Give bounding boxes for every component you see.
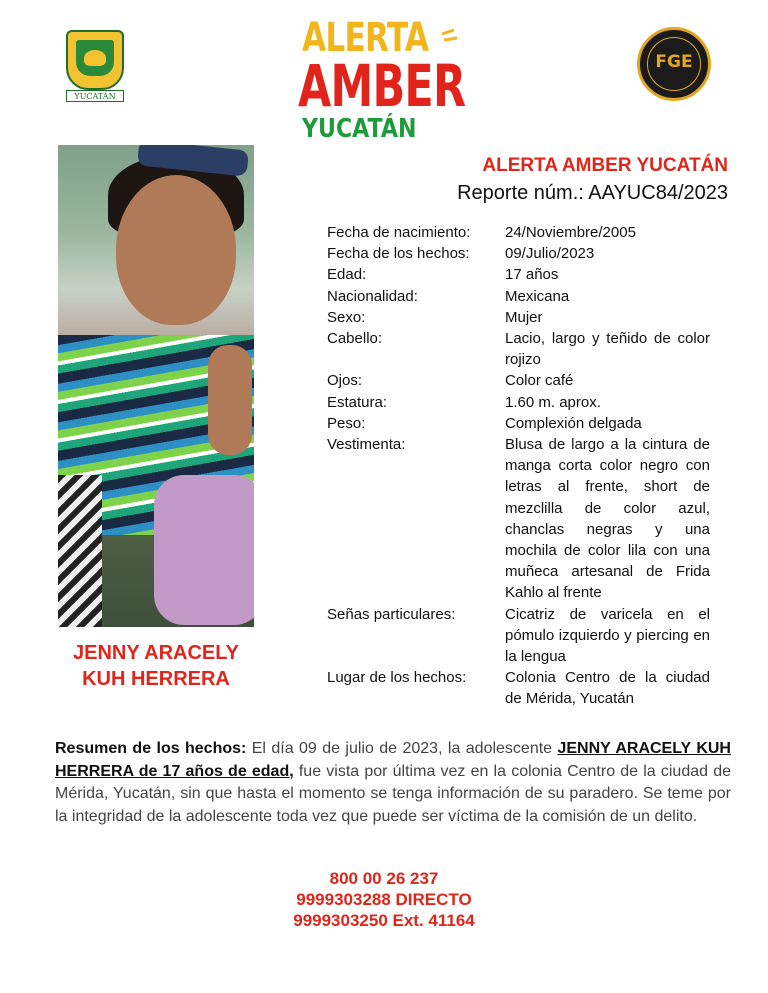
summary-part2: fue vista por última vez en la colonia Centro de la ciudad de Mérida, Yucatán, sin que hasta el momento se tenga información de su paradero. Se teme por la integridad de la adolescente toda vez que puede ser víctima de la comisión de un delito. [55,762,731,825]
detail-row [327,243,710,264]
detail-label: Fecha de nacimiento: [327,224,471,241]
crescent-moon-icon [424,26,458,76]
phone-hotline: 800 00 26 237 [329,869,439,888]
detail-value: Mexicana [505,287,570,305]
logo-line1: ALERTA [302,15,429,61]
detail-value: Blusa de largo a la cintura de manga corta color negro con letras al frente, short de mezclilla de color azul, chanclas negras y una mochila de color lila con una muñeca artesanal de Frida Kahlo al frente [505,436,710,602]
detail-label: Estatura: [327,393,388,411]
detail-label: Nacionalidad: [327,287,418,305]
detail-value: Mujer [505,308,543,326]
detail-label: Sexo: [327,308,366,326]
detail-label: Ojos: [327,372,363,390]
phone-extension: 9999303250 Ext. 41164 [293,911,475,930]
detail-row [327,392,710,413]
detail-value: 17 años [505,266,559,284]
detail-row [327,328,710,370]
detail-label: Vestimenta: [327,436,406,454]
seal-caption: YUCATÁN [66,90,124,102]
shield-icon [66,30,124,90]
detail-row [327,307,710,328]
detail-row [327,286,710,307]
detail-label: Edad: [327,266,367,284]
person-name-line1: JENNY ARACELY [73,642,239,664]
detail-row [327,434,710,604]
detail-label: Señas particulares: [327,605,456,623]
summary-part1: El día 09 de julio de 2023, la adolescente [246,740,558,757]
phone-direct: 9999303288 DIRECTO [296,890,472,909]
fge-badge-logo [637,27,711,101]
detail-row [327,413,710,434]
summary-lead: Resumen de los hechos: [55,740,247,757]
facts-summary [55,738,731,828]
detail-value: Complexión delgada [505,414,642,432]
detail-row [327,264,710,285]
detail-value: Cicatriz de varicela en el pómulo izquierdo y piercing en la lengua [505,605,710,666]
detail-value: 09/Julio/2023 [505,245,595,263]
detail-value: Color café [505,372,574,390]
detail-label: Cabello: [327,330,383,348]
report-number: Reporte núm.: AAYUC84/2023 [457,182,728,204]
detail-value: Lacio, largo y teñido de color rojizo [505,330,710,369]
detail-row [327,370,710,391]
deer-icon [84,50,106,66]
logo-line3: YUCATÁN [302,114,417,144]
missing-person-photo [58,145,254,627]
summary-highlight: JENNY ARACELY KUH HERRERA de 17 años de edad, [55,740,731,780]
detail-value: 24/Noviembre/2005 [505,224,636,241]
fge-badge-text: FGE [655,52,693,72]
alert-title: ALERTA AMBER YUCATÁN [482,155,728,176]
detail-label: Peso: [327,414,366,432]
detail-row [327,667,710,709]
detail-value: 1.60 m. aprox. [505,393,601,411]
yucatan-seal-logo [66,30,124,104]
person-name-line2: KUH HERRERA [82,668,230,690]
detail-label: Lugar de los hechos: [327,669,467,687]
detail-row [327,222,710,243]
detail-row [327,604,710,668]
details-table [327,222,710,710]
detail-label: Fecha de los hechos: [327,245,470,263]
detail-value: Colonia Centro de la ciudad de Mérida, Yucatán [505,669,710,708]
logo-line2: AMBER [298,52,466,120]
alerta-amber-logo [298,16,468,148]
